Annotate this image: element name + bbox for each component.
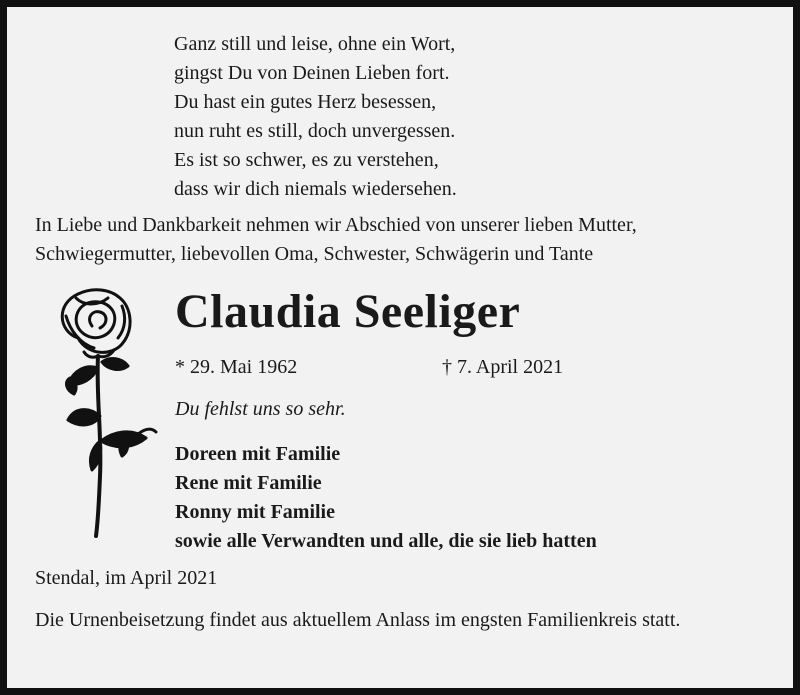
poem [174,30,457,204]
farewell-message: Du fehlst uns so sehr. [175,398,346,420]
intro-line: In Liebe und Dankbarkeit nehmen wir Abschied von unserer lieben Mutter, [35,214,637,236]
poem-line: nun ruht es still, doch unvergessen. [174,120,456,142]
mourner-entry: Doreen mit Familie [175,443,341,465]
intro-line: Schwiegermutter, liebevollen Oma, Schwester, Schwägerin und Tante [35,243,594,265]
poem-line: gingst Du von Deinen Lieben fort. [174,62,450,84]
poem-line: dass wir dich niemals wiedersehen. [174,178,457,200]
mourner-entry: Ronny mit Familie [175,501,335,523]
death-date: † 7. April 2021 [442,356,564,378]
mourner-entry: sowie alle Verwandten und alle, die sie lieb hatten [175,530,597,552]
poem-line: Es ist so schwer, es zu verstehen, [174,149,439,171]
deceased-name: Claudia Seeliger [175,285,521,338]
poem-line: Ganz still und leise, ohne ein Wort, [174,33,456,55]
intro-text [35,211,637,269]
birth-date: * 29. Mai 1962 [175,356,298,378]
burial-notice: Die Urnenbeisetzung findet aus aktuellem Anlass im engsten Familienkreis statt. [35,609,681,631]
mourners-list [175,440,597,556]
place-and-date: Stendal, im April 2021 [35,567,218,589]
poem-line: Du hast ein gutes Herz besessen, [174,91,437,113]
mourner-entry: Rene mit Familie [175,472,322,494]
rose-icon [48,286,158,538]
